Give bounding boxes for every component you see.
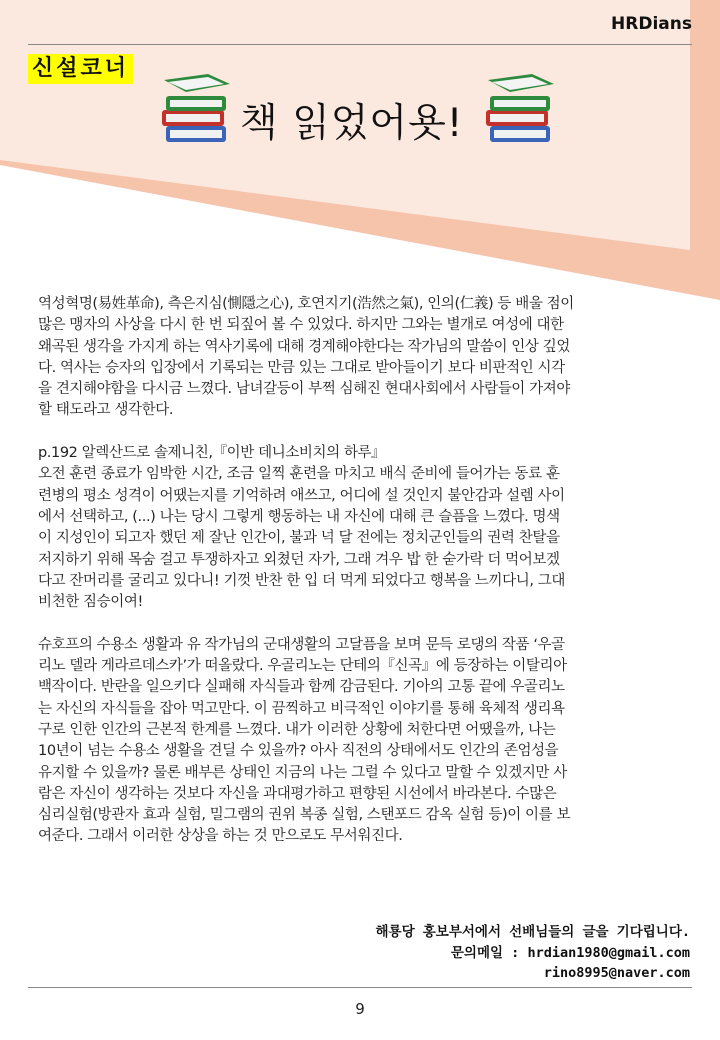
books-icon xyxy=(158,70,234,150)
text-line: 는 자신의 자식들을 잡아 먹고만다. 이 끔찍하고 비극적인 이야기를 통해 육체적 생리욕 xyxy=(38,700,565,717)
books-icon-stack xyxy=(162,74,230,142)
text-line: 많은 맹자의 사상을 다시 한 번 되짚어 볼 수 있었다. 하지만 그와는 별개로 여성에 대한 xyxy=(38,317,564,334)
corner-label: 신설코너 xyxy=(28,54,133,84)
text-line: 유지할 수 있을까? 물론 배부른 상태인 지금의 나는 그럴 수 있다고 말할 수 있겠지만 사 xyxy=(38,764,567,781)
books-icon xyxy=(482,70,558,150)
text-line: 심리실험(방관자 효과 실험, 밀그램의 권위 복종 실험, 스탠포드 감옥 실험 등)이 이를 보 xyxy=(38,807,571,824)
text-line: 에서 선택하고, (...) 나는 당시 그렇게 행동하는 내 자신에 대해 큰 슬픔을 느꼈다. 명색 xyxy=(38,508,560,525)
page-title: 책 읽었어욧! xyxy=(240,101,464,146)
text-line: 다. 역사는 승자의 입장에서 기록되는 만큼 있는 그대로 받아들이기 보다 비판적인 시각 xyxy=(38,359,565,376)
paragraph-reflection xyxy=(38,635,686,848)
article-body xyxy=(38,294,686,869)
text-line: 람은 자신이 생각하는 것보다 자신을 과대평가하고 편향된 시선에서 바라본다. 수많은 xyxy=(38,785,557,802)
text-line: 백작이다. 반란을 일으키다 실패해 자식들과 함께 감금된다. 기아의 고통 끝에 우골리노 xyxy=(38,679,565,696)
text-line: 이 지성인이 되고자 했던 제 잘난 인간이, 불과 넉 달 전에는 정치군인들의 권력 찬탈을 xyxy=(38,530,560,547)
text-line: 다고 잔머리를 굴리고 있다니! 기껏 반찬 한 입 더 먹게 되었다고 행복을 느끼다니, 그대 xyxy=(38,572,565,589)
paragraph-mencius xyxy=(38,294,686,422)
text-line: 왜곡된 생각을 가지게 하는 역사기록에 대해 경계해야한다는 작가님의 말씀이 인상 깊었 xyxy=(38,338,570,355)
books-icon-stack xyxy=(486,74,554,142)
brand-name: HRDians xyxy=(611,14,692,34)
text-line: 10년이 넘는 수용소 생활을 견딜 수 있을까? 아사 직전의 상태에서도 인간의 존엄성을 xyxy=(38,743,559,760)
text-line: 을 견지해야함을 다시금 느꼈다. 남녀갈등이 부쩍 심해진 현대사회에서 사람들이 가져야 xyxy=(38,381,570,398)
text-line: 역성혁명(易姓革命), 측은지심(惻隱之心), 호연지기(浩然之氣), 인의(仁義) 등 배울 점이 xyxy=(38,296,574,312)
text-line: 할 태도라고 생각한다. xyxy=(38,402,174,419)
text-line: 오전 훈련 종료가 임박한 시간, 조금 일찍 훈련을 마치고 배식 준비에 들어가는 동료 훈 xyxy=(38,466,560,483)
text-line: 비천한 짐승이여! xyxy=(38,594,143,611)
quote-source: p.192 알렉산드로 솔제니친,『이반 데니소비치의 하루』 xyxy=(38,445,386,462)
contribution-notice xyxy=(376,922,691,984)
contact-email: rino8995@naver.com xyxy=(543,965,690,981)
text-line: 련병의 평소 성격이 어땠는지를 기억하려 애쓰고, 어디에 설 것인지 불안감과 설렘 사이 xyxy=(38,487,565,504)
header-divider xyxy=(28,44,692,45)
text-line: 저지하기 위해 목숨 걸고 투쟁하자고 외쳤던 자가, 그래 겨우 밥 한 숟가락 더 먹어보겠 xyxy=(38,551,560,568)
contact-email: 문의메일 : hrdian1980@gmail.com xyxy=(450,944,690,961)
notice-text: 해룡당 홍보부서에서 선배님들의 글을 기다립니다. xyxy=(375,924,690,940)
text-line: 리노 델라 게라르데스카’가 떠올랐다. 우골리노는 단테의『신곡』에 등장하는 이탈리아 xyxy=(38,658,567,675)
text-line: 여준다. 그래서 이러한 상상을 하는 것 만으로도 무서워진다. xyxy=(38,828,403,845)
page-number: 9 xyxy=(355,1000,365,1018)
text-line: 슈호프의 수용소 생활과 유 작가님의 군대생활의 고달픔을 보며 문득 로댕의 작품 ‘우골 xyxy=(38,636,565,653)
text-line: 구로 인한 인간의 근본적 한계를 느꼈다. 내가 이러한 상황에 처한다면 어땠을까, 나는 xyxy=(38,721,556,738)
footer-divider xyxy=(28,987,692,988)
paragraph-quote xyxy=(38,443,686,613)
